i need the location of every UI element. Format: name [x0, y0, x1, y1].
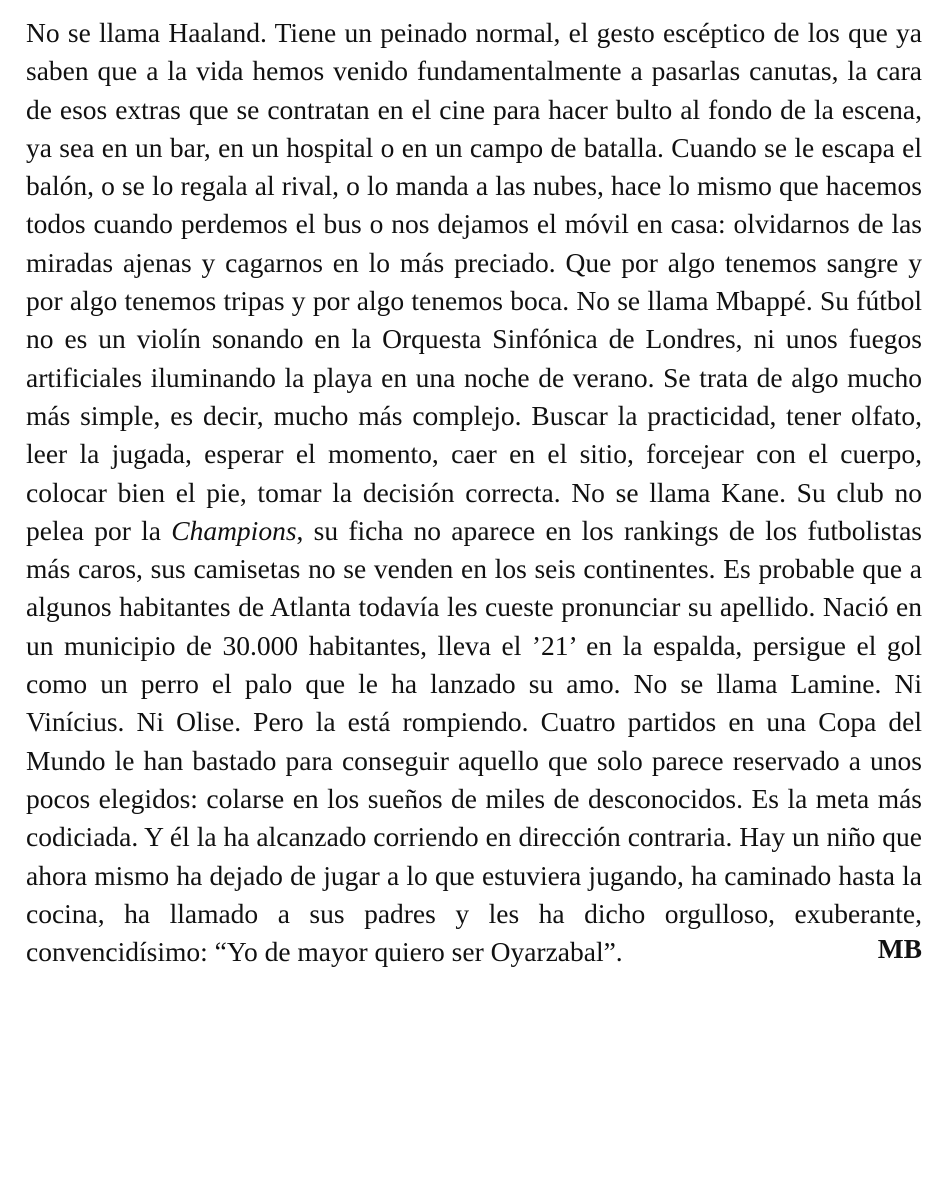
article-page [26, 14, 922, 971]
article-text-part2: , su ficha no aparece en los rankings de los futbolistas más caros, sus camisetas no se venden en los seis continentes. Es probable que a algunos habitantes de Atlanta todavía les cueste pronunciar su apellido. Nació en un municipio de 30.000 habitantes, lleva el ’21’ en la espalda, persigue el gol como un perro el palo que le ha lanzado su amo. No se llama Lamine. Ni Vinícius. Ni Olise. Pero la está rompiendo. Cuatro partidos en una Copa del Mundo le han bastado para conseguir aquello que solo parece reservado a unos pocos elegidos: colarse en los sueños de miles de desconocidos. Es la meta más codiciada. Y él la ha alcanzado corriendo en dirección contraria. Hay un niño que ahora mismo ha dejado de jugar a lo que estuviera jugando, ha caminado hasta la cocina, ha llamado a sus padres y les ha dicho orgulloso, exuberante, convencidísimo: “Yo de mayor quiero ser Oyarzabal”. [26, 514, 923, 968]
author-signature: MB [877, 933, 922, 965]
article-text-champions: Champions [171, 514, 297, 546]
article-body [26, 14, 922, 971]
article-text-part1: No se llama Haaland. Tiene un peinado normal, el gesto escéptico de los que ya saben que a la vida hemos venido fundamentalmente a pasarlas canutas, la cara de esos extras que se contratan en el cine para hacer bulto al fondo de la escena, ya sea en un bar, en un hospital o en un campo de batalla. Cuando se le escapa el balón, o se lo regala al rival, o lo manda a las nubes, hace lo mismo que hacemos todos cuando perdemos el bus o nos dejamos el móvil en casa: olvidarnos de las miradas ajenas y cagarnos en lo más preciado. Que por algo tenemos sangre y por algo tenemos tripas y por algo tenemos boca. No se llama Mbappé. Su fútbol no es un violín sonando en la Orquesta Sinfónica de Londres, ni unos fuegos artificiales iluminando la playa en una noche de verano. Se trata de algo mucho más simple, es decir, mucho más complejo. Buscar la practicidad, tener olfato, leer la jugada, esperar el momento, caer en el sitio, forcejear con el cuerpo, colocar bien el pie, tomar la decisión correcta. No se llama Kane. Su club no pelea por la [26, 17, 922, 546]
